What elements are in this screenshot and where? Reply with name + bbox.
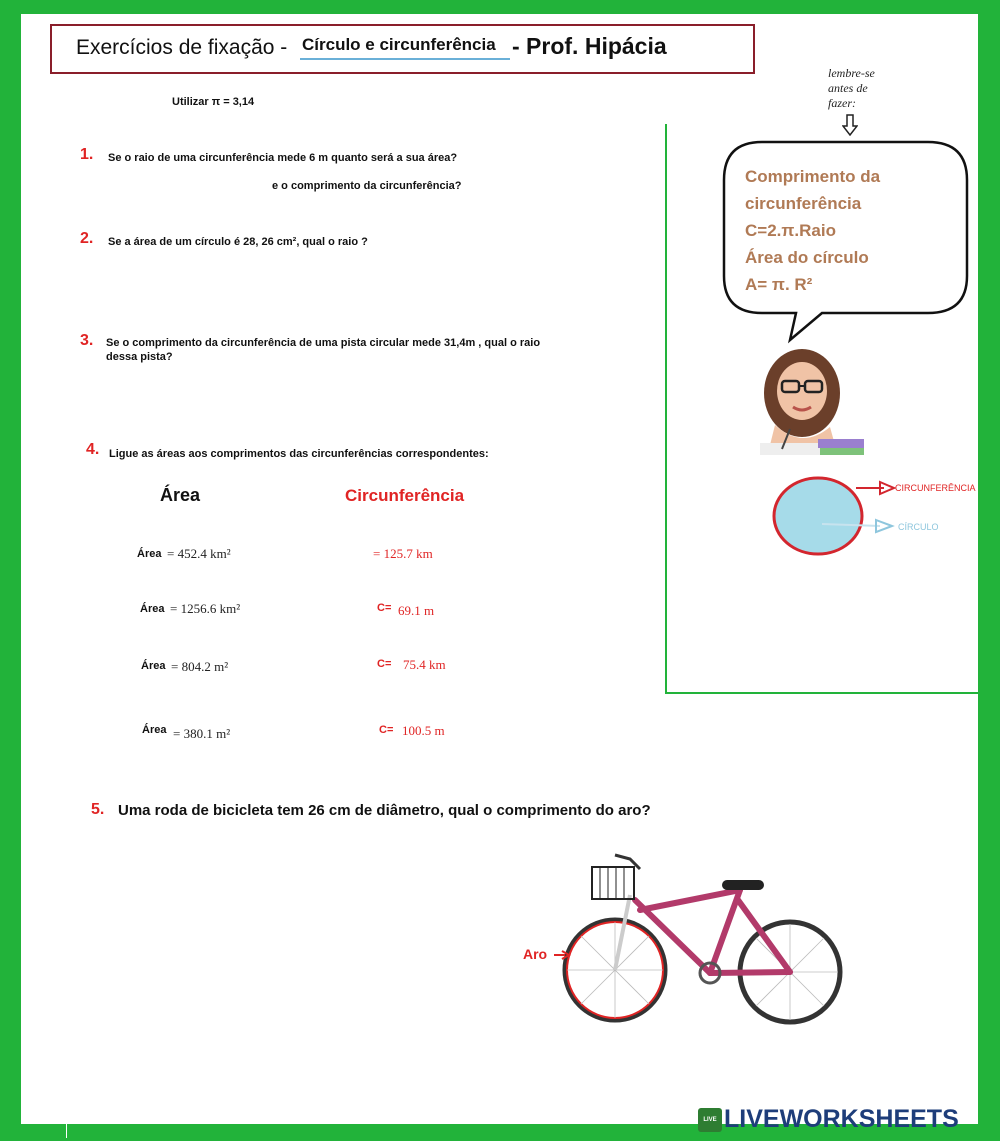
title-suffix: - Prof. Hipácia bbox=[512, 33, 667, 59]
bicycle-image bbox=[560, 845, 850, 1030]
pi-note: Utilizar π = 3,14 bbox=[172, 96, 255, 108]
circle-diagram bbox=[772, 476, 902, 558]
circ-value-2[interactable]: 69.1 m bbox=[398, 603, 435, 618]
bubble-line-4: Área do círculo bbox=[745, 248, 869, 267]
circle-label: CÍRCULO bbox=[898, 522, 939, 532]
q1-text-2: e o comprimento da circunferência? bbox=[272, 180, 462, 192]
logo-badge-icon: LIVE bbox=[698, 1108, 722, 1132]
bubble-line-2: circunferência bbox=[745, 194, 862, 213]
q4-text: Ligue as áreas aos comprimentos das circunferências correspondentes: bbox=[109, 448, 489, 460]
circ-value-3[interactable]: 75.4 km bbox=[403, 657, 446, 672]
q3-text: Se o comprimento da circunferência de uma pista circular mede 31,4m , qual o raio bbox=[106, 337, 541, 349]
area-value-3[interactable]: = 804.2 m² bbox=[171, 659, 229, 674]
circ-label-2: C= bbox=[377, 602, 392, 614]
q3-text-2: dessa pista? bbox=[106, 351, 173, 363]
q5-number: 5. bbox=[91, 801, 105, 818]
q1-text: Se o raio de uma circunferência mede 6 m quanto será a sua área? bbox=[108, 152, 458, 164]
title-topic: Círculo e circunferência bbox=[302, 35, 496, 54]
area-label-1: Área bbox=[137, 548, 162, 560]
area-label-2: Área bbox=[140, 603, 165, 615]
aro-label: Aro bbox=[523, 946, 548, 962]
reminder-line-2: antes de bbox=[828, 81, 868, 95]
area-label-3: Área bbox=[141, 660, 166, 672]
side-box-border-bottom bbox=[665, 692, 980, 694]
circ-value-4[interactable]: 100.5 m bbox=[402, 723, 445, 738]
circ-value-1[interactable]: = 125.7 km bbox=[373, 546, 433, 561]
q1-number: 1. bbox=[80, 146, 94, 163]
topic-underline bbox=[300, 58, 510, 60]
reminder-line-1: lembre-se bbox=[828, 66, 875, 80]
area-header: Área bbox=[160, 485, 201, 505]
circ-label-4: C= bbox=[379, 724, 394, 736]
bubble-line-3: C=2.π.Raio bbox=[745, 221, 836, 240]
area-label-4: Área bbox=[142, 724, 167, 736]
title-prefix: Exercícios de fixação - bbox=[76, 36, 288, 59]
teacher-avatar bbox=[760, 345, 870, 460]
reminder-line-3: fazer: bbox=[828, 96, 856, 110]
liveworksheets-logo: LIVEWORKSHEETS bbox=[724, 1105, 959, 1133]
q3-number: 3. bbox=[80, 332, 94, 349]
circ-label-3: C= bbox=[377, 658, 392, 670]
side-box-border-left bbox=[665, 124, 667, 694]
circ-header: Circunferência bbox=[345, 486, 465, 505]
q5-text: Uma roda de bicicleta tem 26 cm de diâmetro, qual o comprimento do aro? bbox=[118, 802, 651, 819]
bubble-line-5: A= π. R² bbox=[745, 275, 813, 294]
bubble-line-1: Comprimento da bbox=[745, 167, 881, 186]
area-value-1[interactable]: = 452.4 km² bbox=[167, 546, 231, 561]
aro-arrow-icon bbox=[553, 949, 573, 961]
circumference-label: CIRCUNFERÊNCIA bbox=[895, 483, 976, 493]
q2-number: 2. bbox=[80, 230, 94, 247]
down-arrow-icon bbox=[842, 114, 858, 136]
q2-text: Se a área de um círculo é 28, 26 cm², qual o raio ? bbox=[108, 236, 368, 248]
area-value-2[interactable]: = 1256.6 km² bbox=[170, 601, 241, 616]
q4-number: 4. bbox=[86, 441, 100, 458]
footer-tick bbox=[66, 1124, 67, 1138]
area-value-4[interactable]: = 380.1 m² bbox=[173, 726, 231, 741]
